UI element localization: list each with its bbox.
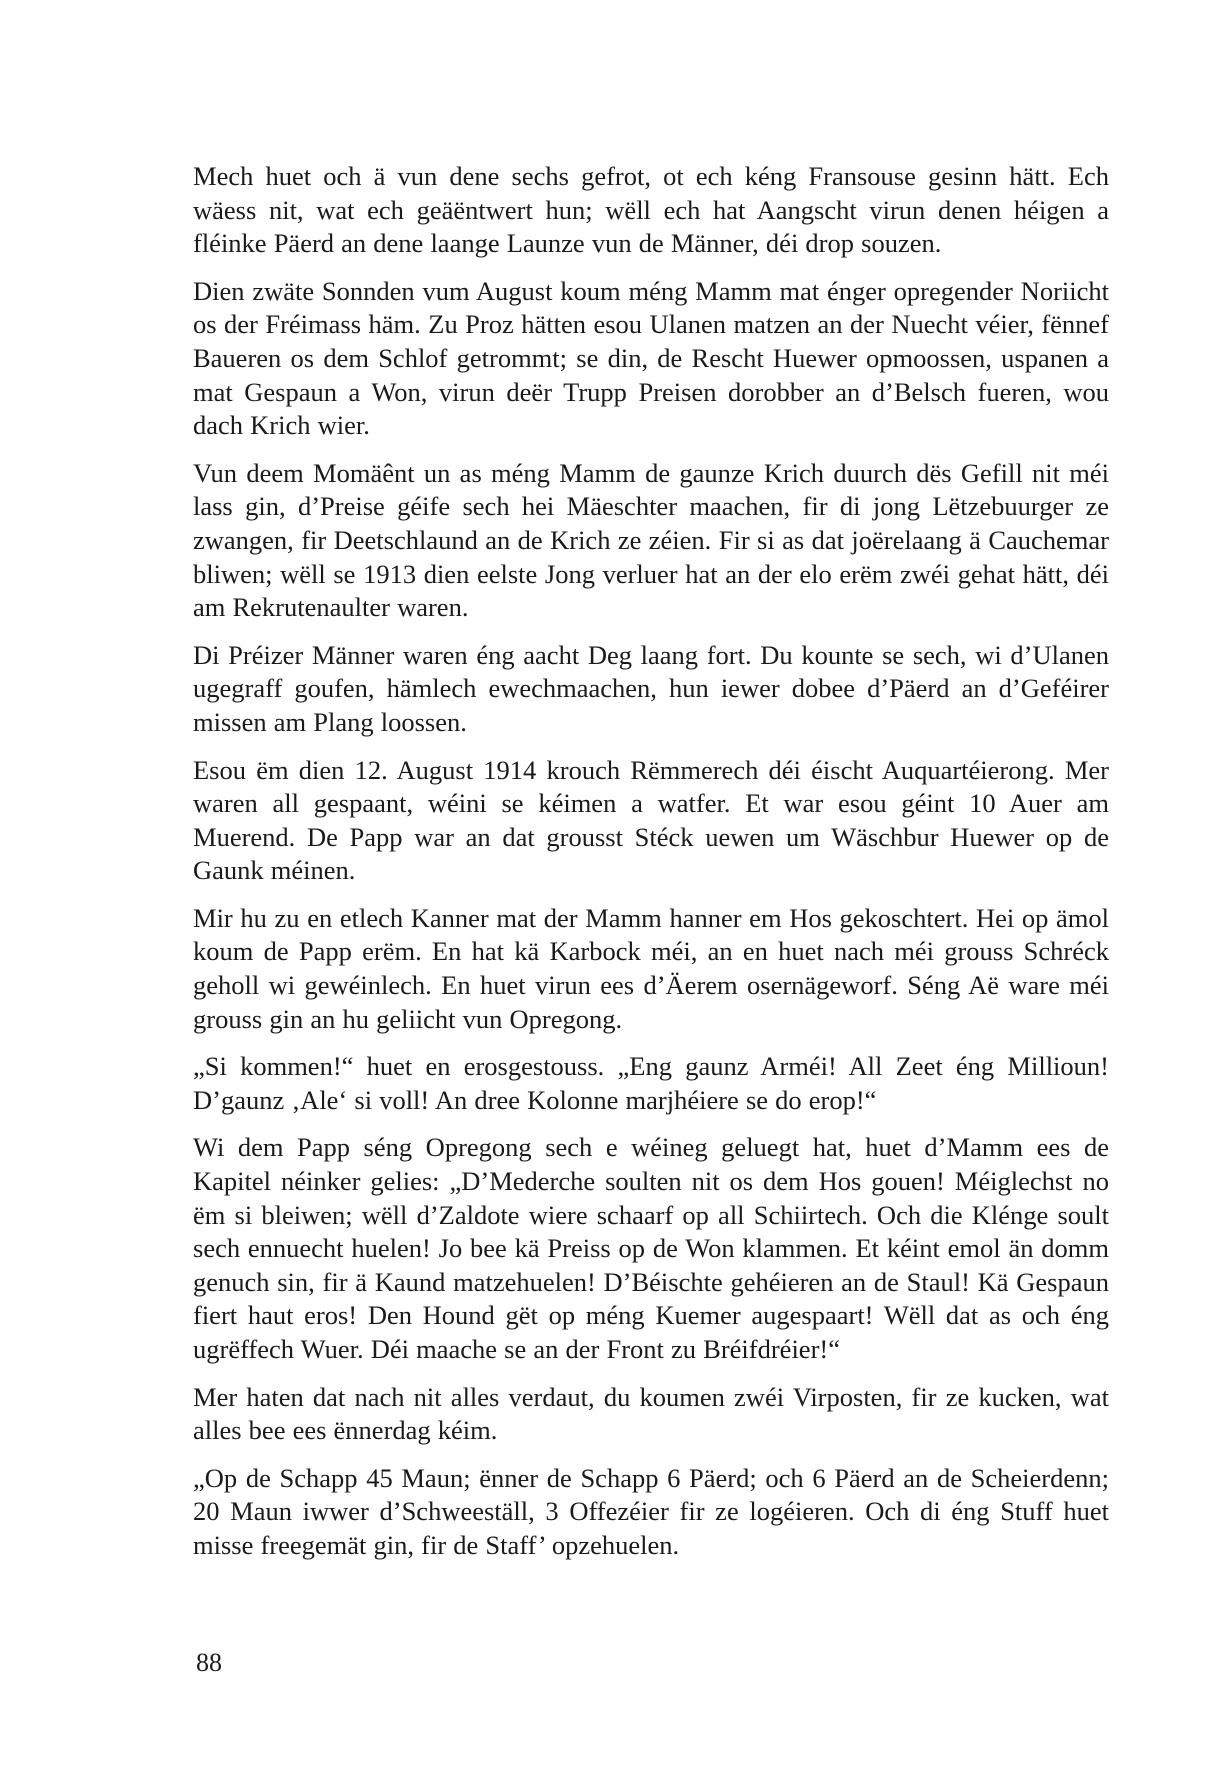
paragraph-4: Di Préizer Männer waren éng aacht Deg laang fort. Du kounte se sech, wi d’Ulanen ugegraff goufen, hämlech ewechmaachen, hun iewer dobee d’Päerd an d’Geféirer missen am Plang loossen. <box>193 639 1109 737</box>
paragraph-5: Esou ëm dien 12. August 1914 krouch Rëmmerech déi éischt Auquartéierong. Mer waren all gespaant, wéini se kéimen a watfer. Et war esou géint 10 Auer am Muerend. De Papp war an dat grousst Stéck uewen um Wäschbur Huewer op de Gaunk méinen. <box>193 754 1109 886</box>
paragraph-3: Vun deem Momäênt un as méng Mamm de gaunze Krich duurch dës Gefill nit méi lass gin, d’Preise géife sech hei Mäeschter maachen, fir di jong Lëtzebuurger ze zwangen, fir Deetschlaund an de Krich ze zéien. Fir si as dat joërelaang ä Cauchemar bliwen; wëll se 1913 dien eelste Jong verluer hat an der elo erëm zwéi gehat hätt, déi am Rekrutenaulter waren. <box>193 457 1109 623</box>
document-body <box>193 160 1109 1577</box>
page-number: 88 <box>196 1648 222 1677</box>
paragraph-6: Mir hu zu en etlech Kanner mat der Mamm hanner em Hos gekoschtert. Hei op ämol koum de Papp erëm. En hat kä Karbock méi, an en huet nach méi grouss Schréck geholl wi gewéinlech. En huet virun ees d’Äerem osernägeworf. Séng Aë ware méi grouss gin an hu geliicht vun Opregong. <box>193 902 1109 1034</box>
paragraph-10: „Op de Schapp 45 Maun; ënner de Schapp 6 Päerd; och 6 Päerd an de Scheierdenn; 20 Maun iwwer d’Schweeställ, 3 Offezéier fir ze logéieren. Och di éng Stuff huet misse freegemät gin, fir de Staff’ opzehuelen. <box>193 1462 1109 1560</box>
paragraph-8: Wi dem Papp séng Opregong sech e wéineg geluegt hat, huet d’Mamm ees de Kapitel néinker gelies: „D’Mederche soulten nit os dem Hos gouen! Méiglechst no ëm si bleiwen; wëll d’Zaldote wiere schaarf op all Schiirtech. Och die Klénge soult sech ennuecht huelen! Jo bee kä Preiss op de Won klammen. Et kéint emol än domm genuch sin, fir ä Kaund matzehuelen! D’Béischte gehéieren an de Staul! Kä Gespaun fiert haut eros! Den Hound gët op méng Kuemer augespaart! Wëll dat as och éng ugrëffech Wuer. Déi maache se an der Front zu Bréifdréier!“ <box>193 1132 1109 1364</box>
paragraph-7: „Si kommen!“ huet en erosgestouss. „Eng gaunz Arméi! All Zeet éng Millioun! D’gaunz ‚Ale‘ si voll! An dree Kolonne marjhéiere se do erop!“ <box>193 1051 1109 1115</box>
paragraph-9: Mer haten dat nach nit alles verdaut, du koumen zwéi Virposten, fir ze kucken, wat alles bee ees ënnerdag kéim. <box>193 1381 1109 1446</box>
paragraph-2: Dien zwäte Sonnden vum August koum méng Mamm mat énger opregender Noriicht os der Fréimass häm. Zu Proz hätten esou Ulanen matzen an der Nuecht véier, fënnef Baueren os dem Schlof getrommt; se din, de Rescht Huewer opmoossen, uspanen a mat Gespaun a Won, virun deër Trupp Preisen dorobber an d’Belsch fueren, wou dach Krich wier. <box>193 275 1109 441</box>
paragraph-1: Mech huet och ä vun dene sechs gefrot, ot ech kéng Fransouse gesinn hätt. Ech wäess nit, wat ech geäëntwert hun; wëll ech hat Aangscht virun denen héigen a fléinke Päerd an dene laange Launze vun de Männer, déi drop souzen. <box>193 161 1109 259</box>
